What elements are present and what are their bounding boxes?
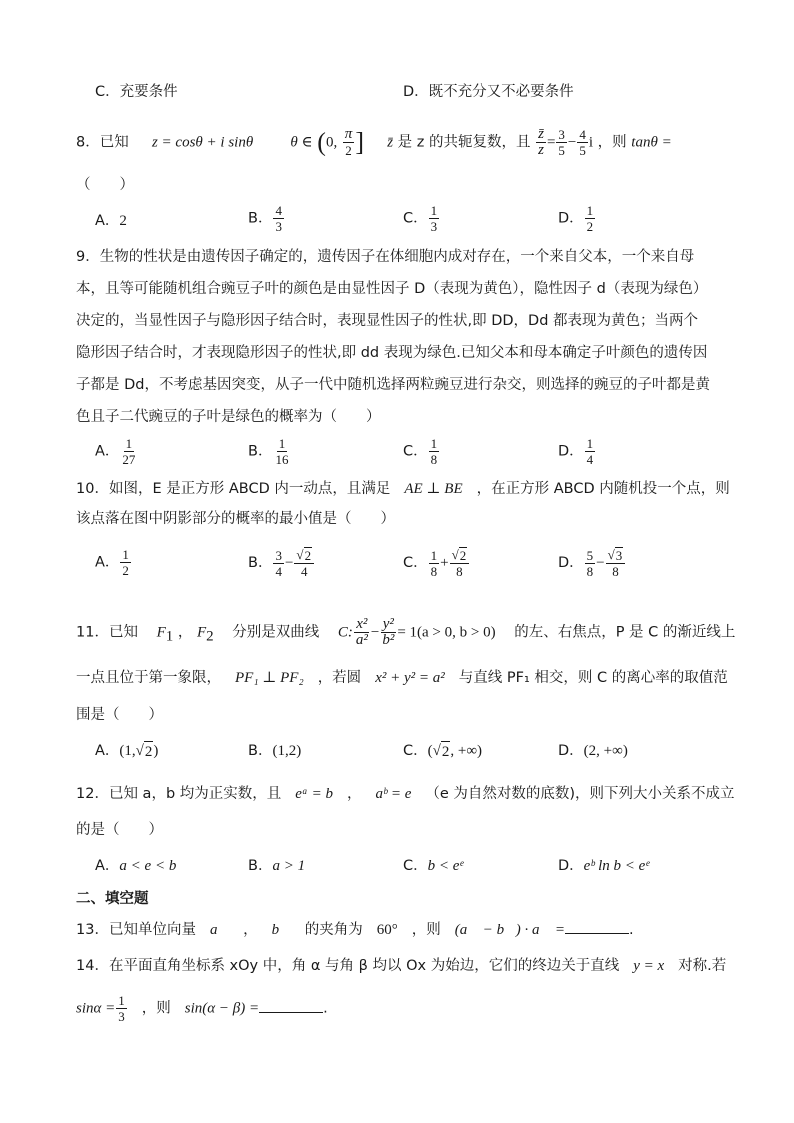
q11-line-3: 围是（ ） [76, 707, 163, 723]
q8-option-c: C． $\frac{1}{3}$ [403, 203, 438, 234]
q9-option-b: B． $\frac{1}{16}$ [248, 436, 289, 467]
q9-option-d: D． $\frac{1}{4}$ [558, 436, 594, 467]
q12-option-a: A．a < e < b [95, 858, 177, 874]
q9-line-6: 色且子二代豌豆的子叶是绿色的概率为（ ） [76, 409, 381, 425]
q13-answer-blank[interactable] [565, 919, 629, 934]
q8-answer-paren: （ ） [76, 177, 134, 193]
q8-text2: ，则 [597, 134, 627, 151]
q7-option-d: D．既不充分又不必要条件 [403, 84, 574, 100]
q14-answer-blank[interactable] [259, 998, 323, 1013]
q9-line-1: 9．生物的性状是由遗传因子确定的，遗传因子在体细胞内成对存在，一个来自父本，一个来自母 [76, 249, 695, 265]
q9-line-5: 子都是 Dd，不考虑基因突变，从子一代中随机选择两粒豌豆进行杂交，则选择的豌豆的子叶都是黄 [76, 377, 710, 393]
q11-option-a: A．(1,√ 2 ) [95, 743, 159, 760]
q8-pi-over-2: $\frac{\pi}{2}$ [344, 126, 353, 158]
q10-option-d: D． $\frac{5}{8}$ − √ 3 8 [558, 547, 626, 579]
q9-option-a: A． $\frac{1}{27}$ [95, 436, 136, 467]
q12-option-b: B．a > 1 [248, 858, 306, 874]
q12-line-2: 的是（ ） [76, 822, 163, 838]
q9-option-c: C． $\frac{1}{8}$ [403, 436, 438, 467]
q11-option-b: B．(1,2) [248, 743, 302, 759]
q8-zbar: z̄ [387, 134, 394, 151]
q12-option-c: C．b < eᵉ [403, 858, 464, 874]
q8-interval-left: 0, [325, 134, 338, 151]
q9-line-3: 决定的，当显性因子与隐形因子结合时，表现显性因子的性状,即 DD，Dd 都表现为黄色；当两个 [76, 313, 699, 329]
q8-theta-in: θ ∈ [290, 134, 313, 151]
q8-z-expression: z = cosθ + i sinθ [151, 134, 254, 151]
q12-option-d: D．eᵇ ln b < eᵉ [558, 858, 650, 874]
q8-four-fifths: $\frac{4}{5}$ [579, 127, 586, 158]
q10-line-2: 该点落在图中阴影部分的概率的最小值是（ ） [76, 511, 395, 527]
q11-option-d: D．(2, +∞) [558, 743, 628, 759]
q10-option-b: B． $\frac{3}{4}$ − √ 2 4 [248, 547, 315, 579]
q11-circle: x² + y² = a² [375, 670, 445, 686]
q10-condition: AE ⊥ BE [404, 481, 463, 497]
q11-perpendicular: PF₁ ⊥ PF₂ [235, 670, 304, 686]
q14-line-2: sinα = $\frac{1}{3}$ ，则 sin(α − β) = . [76, 993, 328, 1024]
q8-text1: 是 z 的共轭复数，且 [397, 134, 531, 151]
q7-option-c: C．充要条件 [95, 84, 178, 100]
q10-option-a: A． $\frac{1}{2}$ [95, 547, 129, 578]
q8-number: 8．已知 [76, 134, 129, 151]
q11-line-1: 11．已知 $F_1$ ， $F_2$ 分别是双曲线 C: $\frac{\text{x²}}{\text{a²}}$ − $\frac{\text{y²}}{\text{b²}}$ = 1(a > 0, b > 0) 的左、右焦点，P 是 C 的渐近线上 [76, 616, 736, 648]
q8-tan-expression: tanθ = [631, 134, 672, 151]
q10-option-c: C． $\frac{1}{8}$ + √ 2 8 [403, 547, 470, 579]
q14-line-1: 14．在平面直角坐标系 xOy 中，角 α 与角 β 均以 Ox 为始边，它们的终边关于直线 y = x 对称.若 [76, 958, 727, 974]
q9-line-4: 隐形因子结合时，才表现隐形因子的性状,即 dd 表现为绿色.已知父本和母本确定子叶颜色的遗传因 [76, 345, 708, 361]
q8-three-fifths: $\frac{3}{5}$ [558, 127, 565, 158]
q8-option-a: A．2 [95, 213, 127, 229]
q8-option-b: B． $\frac{4}{3}$ [248, 203, 282, 234]
q12-line-1: 12．已知 a，b 均为正实数，且 eᵃ = b ， aᵇ = e （e 为自然对数的底数)，则下列大小关系不成立 [76, 786, 735, 802]
q11-option-c: C．(√ 2 , +∞) [403, 743, 483, 760]
section-heading-fill-in: 二、填空题 [76, 891, 149, 907]
q11-line-2: 一点且位于第一象限， PF₁ ⊥ PF₂ ，若圆 x² + y² = a² 与直线 PF₁ 相交，则 C 的离心率的取值范 [76, 670, 728, 686]
q8-option-d: D． $\frac{1}{2}$ [558, 203, 594, 234]
q9-line-2: 本，且等可能随机组合豌豆子叶的颜色是由显性因子 D（表现为黄色），隐性因子 d（表现为绿色） [76, 281, 708, 297]
q10-line-1: 10．如图，E 是正方形 ABCD 内一动点，且满足 AE ⊥ BE ，在正方形 ABCD 内随机投一个点，则 [76, 481, 730, 497]
q8-zbar-over-z: $\frac{z̄}{z}$ [538, 126, 544, 158]
q8-stem: 8．已知 z = cosθ + i sinθ θ ∈ (0, $\frac{\pi}{2}$ ] z̄ 是 z 的共轭复数，且 $\frac{z̄}{z}$ = $\frac{3}{5}$ − $\frac{4}{5}$ i ，则 tanθ = [76, 126, 672, 158]
q13-line: 13．已知单位向量 a⃗ ， b⃗ 的夹角为 60° ，则 (a⃗ − b⃗) · a⃗ = . [76, 919, 634, 940]
